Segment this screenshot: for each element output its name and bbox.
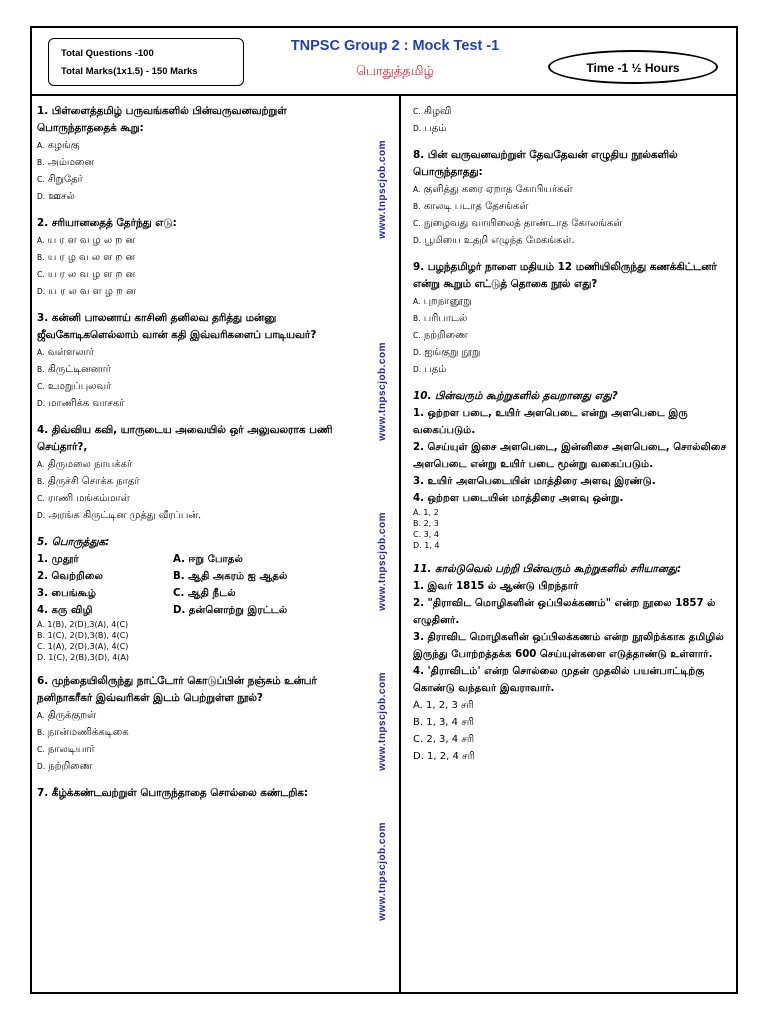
answer-option: B. 1, 3, 4 சரி [413, 717, 474, 728]
option-letter: C. [37, 175, 45, 184]
option-letter: C. [37, 494, 45, 503]
option-text: ய ர ல வ ள ழ ற ன [48, 286, 136, 297]
statement: 3. உயிர் அளபெடையின் மாத்திரை அளவு இரண்டு. [413, 476, 656, 487]
answer-option [37, 707, 367, 724]
answer-option [37, 395, 367, 412]
option-text: திருக்குறள் [47, 710, 97, 721]
option-text: உமறுப்புலவர் [47, 381, 112, 392]
answer-option [413, 361, 731, 378]
option-letter: D. [37, 192, 46, 201]
question-text: 5. பொருத்துக: [37, 536, 110, 548]
option-letter: A. [413, 185, 421, 194]
match-left: 1. முதூர் [37, 554, 79, 565]
option-letter: D. [37, 762, 46, 771]
statement: 2. "திராவிட மொழிகளின் ஒப்பிலக்கணம்" என்ற நூலை 1857 ல் எழுதினர். [413, 598, 716, 626]
option-text: திருச்சி சொக்க நாதர் [47, 476, 140, 487]
statement: 4. 'திராவிடம்' என்ற சொல்லை முதன் முதலில் பயன்பாட்டிற்கு கொண்டு வந்தவர் இவராவார். [413, 666, 705, 694]
answer-option [413, 198, 731, 215]
answer-option [37, 283, 367, 300]
question-text: 11. கால்டுவெல் பற்றி பின்வரும் கூற்றுகளில் சரியானது: [413, 563, 682, 575]
option-text: திருமலை நாயக்கர் [47, 459, 133, 470]
option-letter: C. [37, 745, 45, 754]
answer-option [413, 103, 731, 120]
question-text: 10. பின்வரும் கூற்றுகளில் தவறானது எது? [413, 390, 618, 402]
option-letter: C. [413, 219, 421, 228]
question-text: 1. பிள்ளைத்தமிழ் பருவங்களில் பின்வருவனவற்றுள் பொருந்தாததைக் கூறு: [37, 105, 287, 134]
watermark: www.tnpscjob.com [377, 822, 388, 921]
option-text: நுழைவது வாயிலைத் தாண்டாத கோலங்கள் [423, 218, 623, 229]
time-badge: Time -1 ½ Hours [548, 50, 718, 84]
option-letter: B. [37, 365, 45, 374]
answer-option [37, 378, 367, 395]
option-letter: D. [37, 399, 46, 408]
match-row [37, 602, 367, 619]
answer-option: C. 2, 3, 4 சரி [413, 734, 475, 745]
option-text: ஊசல் [48, 191, 75, 202]
option-letter: C. [413, 331, 421, 340]
statement: 2. செய்யுள் இசை அளபெடை, இன்னிசை அளபெடை, சொல்லிசை அளபெடை என்று உயிர் படை மூன்று வகைப்படும். [413, 442, 727, 470]
answer-option [37, 266, 367, 283]
answer-option [37, 154, 367, 171]
option-text: ய ர ள வ ழ ல ற ன [47, 235, 136, 246]
question-text: 6. முந்தையிலிருந்து நாட்டோர் கொடுப்பின் நஞ்சும் உன்பர் நனிநாகரீகர் இவ்வரிகள் இடம் பெற்றுள்ள நூல்? [37, 675, 317, 704]
answer-option: C. 1(A), 2(D),3(A), 4(C) [37, 642, 129, 651]
answer-option: D. 1(C), 2(B),3(D), 4(A) [37, 653, 129, 662]
answer-option [413, 120, 731, 137]
answer-option [37, 361, 367, 378]
option-letter: B. [413, 314, 421, 323]
answer-option [37, 137, 367, 154]
option-letter: A. [37, 141, 45, 150]
option-text: பதம் [424, 123, 447, 134]
answer-option [413, 181, 731, 198]
answer-option [37, 758, 367, 775]
option-letter: D. [413, 236, 422, 245]
option-text: நற்றிணை [48, 761, 93, 772]
total-questions: Total Questions -100 [61, 48, 154, 59]
option-letter: A. [413, 297, 421, 306]
option-letter: A. [37, 236, 45, 245]
answer-option [37, 249, 367, 266]
option-text: பதம் [424, 364, 447, 375]
option-letter: A. [37, 711, 45, 720]
answer-option [413, 215, 731, 232]
option-letter: B. [413, 202, 421, 211]
answer-option: B. 2, 3 [413, 519, 439, 528]
answer-option [37, 188, 367, 205]
statement: 1. ஒற்றள படை, உயிர் அளபெடை என்று அளபெடை இரு வகைப்படும். [413, 408, 688, 436]
answer-option: D. 1, 4 [413, 541, 440, 550]
option-text: நற்றிணை [423, 330, 468, 341]
watermark: www.tnpscjob.com [377, 140, 388, 239]
info-box [48, 38, 244, 86]
option-letter: B. [37, 728, 45, 737]
option-letter: D. [413, 348, 422, 357]
question-text: 3. கன்னி பாலனாய் காசினி தனிலவ தரித்து மன்னு ஜீவகோடிகளெல்லாம் வான் கதி இவ்வரிகளைப் பாடியவர்? [37, 312, 317, 341]
option-text: வள்ளலார் [47, 347, 94, 358]
right-column [413, 103, 731, 765]
question-text: 2. சரியானதைத் தேர்ந்து எடு: [37, 217, 177, 229]
option-letter: C. [37, 270, 45, 279]
option-letter: B. [37, 158, 45, 167]
statement: 4. ஒற்றள படையின் மாத்திரை அளவு ஒன்று. [413, 493, 624, 504]
option-text: ஐங்குறு நூறு [424, 347, 481, 358]
question-text: 7. கீழ்க்கண்டவற்றுள் பொருந்தாதை சொல்லை கண்டறிக: [37, 787, 309, 799]
match-row [37, 568, 367, 585]
answer-option: D. 1, 2, 4 சரி [413, 751, 475, 762]
match-row [37, 551, 367, 568]
option-letter: C. [413, 107, 421, 116]
answer-option [413, 327, 731, 344]
match-right: A. ஈறு போதல் [173, 554, 243, 565]
answer-option [37, 344, 367, 361]
option-letter: D. [37, 287, 46, 296]
option-text: கிழவி [423, 106, 452, 117]
option-text: காலடி படாத தேசங்கள் [423, 201, 529, 212]
option-text: ய ர ல வ ழ ள ற ன [47, 269, 136, 280]
option-text: பரிபாடல் [423, 313, 468, 324]
option-letter: C. [37, 382, 45, 391]
match-left: 4. கரு விழி [37, 605, 93, 616]
question-text: 4. திவ்விய கவி, யாருடைய அவையில் ஒர் அலுவலராக பணி செய்தார்?, [37, 424, 333, 453]
option-letter: D. [413, 365, 422, 374]
match-left: 3. பைங்கூழ் [37, 588, 97, 599]
match-right: D. தன்னொற்று இரட்டல் [173, 605, 288, 616]
option-letter: B. [37, 477, 45, 486]
answer-option [37, 507, 367, 524]
answer-option [37, 456, 367, 473]
option-text: குளித்து கரை ஏறாத கோபியர்கள் [423, 184, 573, 195]
total-marks: Total Marks(1x1.5) - 150 Marks [61, 66, 198, 77]
option-letter: A. [37, 348, 45, 357]
answer-option [37, 232, 367, 249]
option-text: சிறுதேர் [47, 174, 83, 185]
page-subtitle: பொதுத்தமிழ் [355, 64, 435, 79]
option-letter: D. [413, 124, 422, 133]
option-text: புறநானூறு [423, 296, 472, 307]
page-title: TNPSC Group 2 : Mock Test -1 [290, 38, 500, 54]
answer-option [37, 741, 367, 758]
match-left: 2. வெற்றிலை [37, 571, 103, 582]
option-text: அரங்க கிருட்டின முத்து வீரப்பன். [48, 510, 202, 521]
option-letter: A. [37, 460, 45, 469]
answer-option [37, 171, 367, 188]
answer-option [37, 490, 367, 507]
answer-option: A. 1, 2, 3 சரி [413, 700, 474, 711]
match-right: B. ஆதி அகரம் ஐ ஆதல் [173, 571, 288, 582]
question-text: 8. பின் வருவனவற்றுள் தேவதேவன் எழுதிய நூல்களில் பொருந்தாதது: [413, 149, 678, 178]
option-text: ராணி மங்கம்மாள் [47, 493, 130, 504]
match-row [37, 585, 367, 602]
answer-option: A. 1(B), 2(D),3(A), 4(C) [37, 620, 129, 629]
option-text: கழங்கு [47, 140, 80, 151]
watermark: www.tnpscjob.com [377, 342, 388, 441]
option-text: நான்மணிக்கடிகை [47, 727, 129, 738]
answer-option [37, 473, 367, 490]
match-right: C. ஆதி நீடல் [173, 588, 236, 599]
watermark: www.tnpscjob.com [377, 672, 388, 771]
watermark: www.tnpscjob.com [377, 512, 388, 611]
answer-option: A. 1, 2 [413, 508, 439, 517]
statement: 1. இவர் 1815 ல் ஆண்டு பிறந்தார் [413, 581, 579, 592]
answer-option [413, 310, 731, 327]
answer-option [37, 724, 367, 741]
answer-option [413, 344, 731, 361]
header [30, 26, 738, 96]
option-text: கிருட்டினனார் [47, 364, 111, 375]
statement: 3. திராவிட மொழிகளின் ஒப்பிலக்கணம் என்ற நூலிற்க்காக தமிழில் இருந்து போற்றத்தக்க 600 செய்யுள்களை எடுத்தாண்டு உள்ளார். [413, 632, 724, 660]
answer-option: B. 1(C), 2(D),3(B), 4(C) [37, 631, 129, 640]
option-letter: B. [37, 253, 45, 262]
left-column [37, 103, 367, 802]
column-divider [399, 96, 401, 992]
option-text: பூமியை உதறி எழுந்த மேகங்கள். [424, 235, 575, 246]
answer-option [413, 232, 731, 249]
option-text: நாலடியார் [47, 744, 95, 755]
option-text: மாணிக்க வாசகர் [48, 398, 125, 409]
answer-option: C. 3, 4 [413, 530, 439, 539]
answer-option [413, 293, 731, 310]
option-text: அம்மனை [47, 157, 95, 168]
option-letter: D. [37, 511, 46, 520]
question-text: 9. பழந்தமிழர் நாளை மதியம் 12 மணியிலிருந்து கணக்கிட்டனர் என்று கூறும் எட்டுத் தொகை நூல் எது? [413, 261, 717, 290]
option-text: ய ர ழ வ ல ள ற ன [47, 252, 136, 263]
